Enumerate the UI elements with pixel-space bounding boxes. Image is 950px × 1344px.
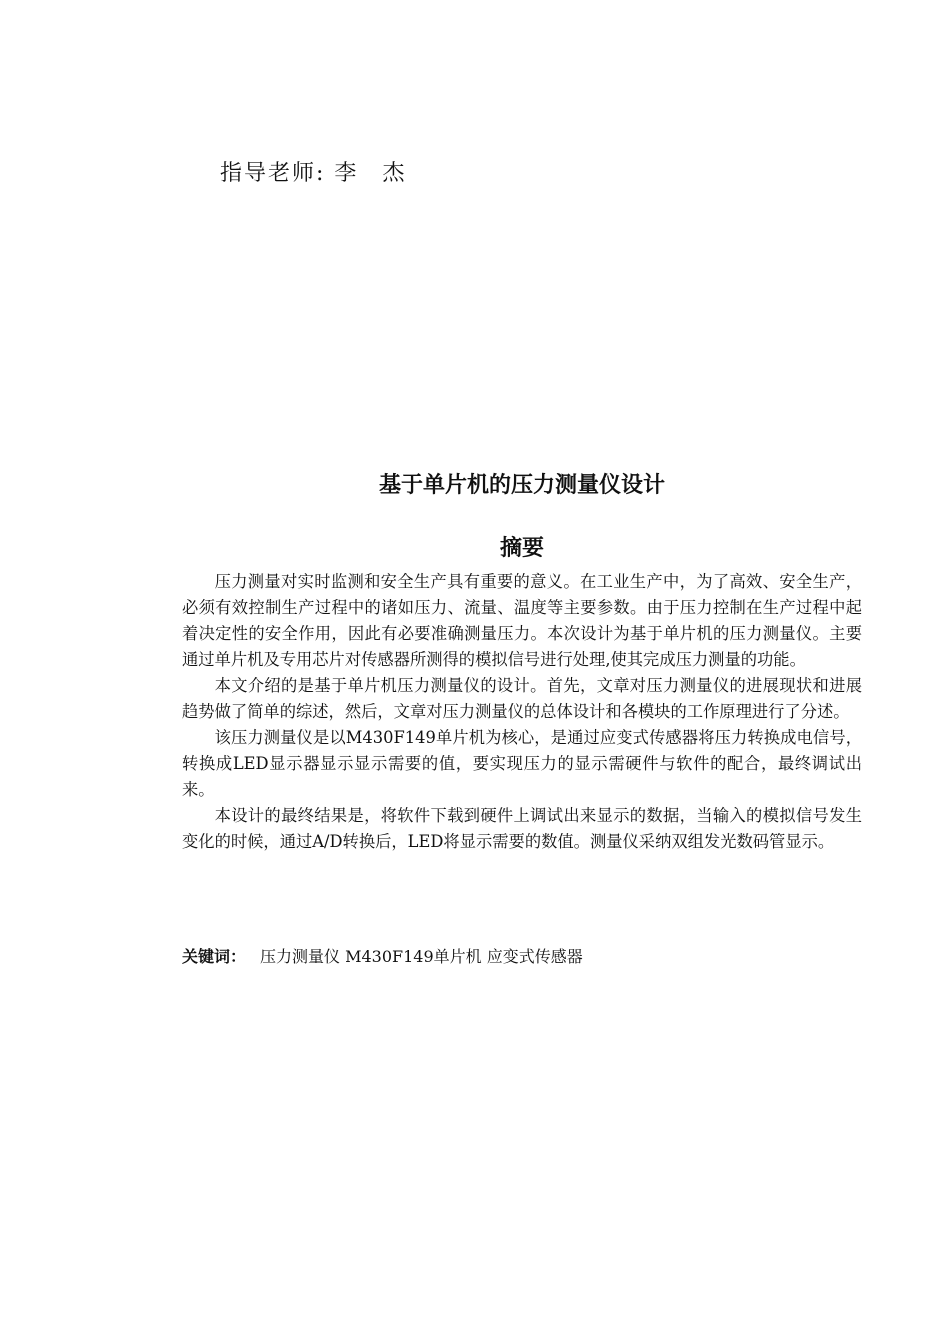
advisor-line bbox=[220, 156, 404, 187]
advisor-name-first: 李 bbox=[334, 161, 357, 186]
document-title bbox=[182, 468, 862, 499]
keywords-values: 压力测量仪 M430F149单片机 应变式传感器 bbox=[260, 947, 583, 966]
abstract-paragraph-2: 本文介绍的是基于单片机压力测量仪的设计。首先，文章对压力测量仪的进展现状和进展趋势做了简单的综述，然后，文章对压力测量仪的总体设计和各模块的工作原理进行了分述。 bbox=[182, 676, 862, 721]
abstract-heading: 摘要 bbox=[499, 536, 544, 561]
advisor-name-second: 杰 bbox=[382, 161, 405, 186]
keywords-line bbox=[182, 944, 583, 967]
advisor-label: 指导老师: bbox=[220, 161, 326, 186]
abstract-paragraph-1: 压力测量对实时监测和安全生产具有重要的意义。在工业生产中，为了高效、安全生产，必须有效控制生产过程中的诸如压力、流量、温度等主要参数。由于压力控制在生产过程中起着决定性的安全作用，因此有必要准确测量压力。本次设计为基于单片机的压力测量仪。主要通过单片机及专用芯片对传感器所测得的模拟信号进行处理,使其完成压力测量的功能。 bbox=[182, 572, 862, 669]
abstract-paragraph-4: 本设计的最终结果是，将软件下载到硬件上调试出来显示的数据，当输入的模拟信号发生变化的时候，通过A/D转换后，LED将显示需要的数值。测量仪采纳双组发光数码管显示。 bbox=[182, 806, 862, 851]
document-title-text: 基于单片机的压力测量仪设计 bbox=[378, 473, 665, 498]
abstract-body bbox=[182, 569, 862, 855]
keywords-label: 关键词： bbox=[182, 947, 247, 966]
abstract-paragraph-3: 该压力测量仪是以M430F149单片机为核心，是通过应变式传感器将压力转换成电信号，转换成LED显示器显示显示需要的值，要实现压力的显示需硬件与软件的配合，最终调试出来。 bbox=[182, 728, 862, 799]
